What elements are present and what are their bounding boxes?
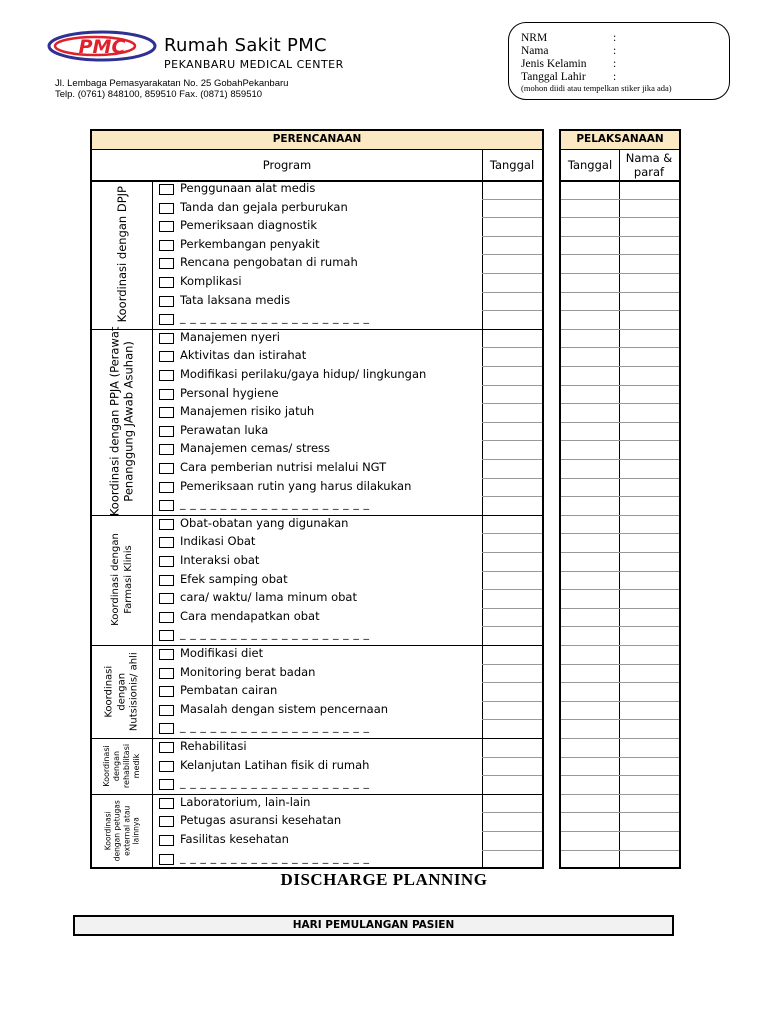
- section-label-line: Koordinasi: [103, 811, 113, 851]
- section-label: [92, 738, 152, 794]
- program-item: Modifikasi perilaku/gaya hidup/ lingkungan: [180, 367, 427, 381]
- program-item: Rencana pengobatan di rumah: [180, 255, 358, 270]
- program-item: Komplikasi: [180, 274, 242, 288]
- planning-header: PERENCANAAN: [272, 133, 362, 145]
- checkbox[interactable]: [159, 426, 174, 437]
- program-item: Manajemen nyeri: [180, 329, 280, 344]
- program-item: Fasilitas kesehatan: [180, 832, 289, 846]
- hospital-phone: Telp. (0761) 848100, 859510 Fax. (0871) 859510: [55, 89, 263, 100]
- field-label: Jenis Kelamin: [521, 58, 587, 70]
- section-label-line: rehabilitasi: [122, 743, 131, 788]
- blank-item-line: _ _ _ _ _ _ _ _ _ _ _ _ _ _ _ _ _ _ _: [180, 311, 370, 325]
- checkbox[interactable]: [159, 705, 174, 716]
- checkbox[interactable]: [159, 314, 174, 325]
- blank-item-line: _ _ _ _ _ _ _ _ _ _ _ _ _ _ _ _ _ _ _: [180, 627, 370, 641]
- checkbox[interactable]: [159, 723, 174, 734]
- program-item: Laboratorium, lain-lain: [180, 794, 311, 809]
- section-label: [92, 326, 152, 517]
- program-item: Interaksi obat: [180, 553, 260, 567]
- section-label-line: Koordinasi: [103, 665, 115, 718]
- section-label-line: Nutsisionis/ ahli: [128, 652, 140, 731]
- section-label-line: Koordinasi: [102, 745, 111, 787]
- checkbox[interactable]: [159, 761, 174, 772]
- checkbox[interactable]: [159, 649, 174, 660]
- exec-nama-header: Nama &: [625, 151, 673, 165]
- field-colon: :: [613, 32, 617, 44]
- checkbox[interactable]: [159, 184, 174, 195]
- checkbox[interactable]: [159, 444, 174, 455]
- program-item: Tata laksana medis: [180, 292, 291, 307]
- tanggal-column-header: Tanggal: [489, 158, 535, 172]
- program-item: Pemeriksaan diagnostik: [180, 218, 318, 233]
- hospital-subtitle: PEKANBARU MEDICAL CENTER: [164, 58, 344, 71]
- field-colon: :: [613, 45, 617, 57]
- sticker-note: (mohon diidi atau tempelkan stiker jika ada): [521, 83, 672, 93]
- program-item: Modifikasi diet: [180, 646, 264, 660]
- checkbox[interactable]: [159, 519, 174, 530]
- program-item: Masalah dengan sistem pencernaan: [180, 701, 389, 716]
- exec-tanggal-header: Tanggal: [567, 158, 613, 172]
- checkbox[interactable]: [159, 389, 174, 400]
- checkbox[interactable]: [159, 556, 174, 567]
- section-label-line: Koordinasi dengan: [109, 533, 121, 627]
- section-label-line: Koordinasi dengan PPJA (Perawat: [107, 326, 122, 517]
- section-label-line: Farmasi Klinis: [122, 545, 133, 615]
- checkbox[interactable]: [159, 370, 174, 381]
- program-item: Pembatan cairan: [180, 683, 278, 698]
- section-label-line: dengan petugas: [112, 800, 122, 862]
- execution-table: [559, 129, 681, 869]
- field-label: Nama: [521, 45, 549, 57]
- pmc-logo: [47, 30, 158, 62]
- checkbox[interactable]: [159, 296, 174, 307]
- checkbox[interactable]: [159, 537, 174, 548]
- form-title: DISCHARGE PLANNING: [280, 870, 488, 889]
- checkbox[interactable]: [159, 779, 174, 790]
- program-item: Cara mendapatkan obat: [180, 608, 320, 623]
- program-item: Personal hygiene: [180, 385, 279, 400]
- program-item: Kelanjutan Latihan fisik di rumah: [180, 757, 370, 772]
- exec-paraf-header: paraf: [633, 165, 665, 179]
- section-label-line: medik: [132, 753, 141, 779]
- checkbox[interactable]: [159, 668, 174, 679]
- program-item: Petugas asuransi kesehatan: [180, 813, 342, 828]
- section-label-line: dengan: [115, 672, 127, 711]
- checkbox[interactable]: [159, 463, 174, 474]
- checkbox[interactable]: [159, 686, 174, 697]
- program-item: Cara pemberian nutrisi melalui NGT: [180, 460, 387, 474]
- field-label: Tanggal Lahir: [521, 71, 586, 83]
- discharge-day-box: HARI PEMULANGAN PASIEN: [73, 915, 674, 936]
- checkbox[interactable]: [159, 575, 174, 586]
- program-item: Perawatan luka: [180, 422, 269, 437]
- blank-item-line: _ _ _ _ _ _ _ _ _ _ _ _ _ _ _ _ _ _ _: [180, 850, 370, 864]
- blank-item-line: _ _ _ _ _ _ _ _ _ _ _ _ _ _ _ _ _ _ _: [180, 776, 370, 790]
- checkbox[interactable]: [159, 742, 174, 753]
- checkbox[interactable]: [159, 482, 174, 493]
- section-label-line: external atau: [122, 805, 131, 857]
- program-item: Tanda dan gejala perburukan: [180, 199, 348, 214]
- checkbox[interactable]: [159, 593, 174, 604]
- checkbox[interactable]: [159, 407, 174, 418]
- checkbox[interactable]: [159, 798, 174, 809]
- program-item: Pemeriksaan rutin yang harus dilakukan: [180, 478, 412, 493]
- checkbox[interactable]: [159, 277, 174, 288]
- hospital-address: Jl. Lembaga Pemasyarakatan No. 25 GobahPekanbaru: [55, 78, 289, 89]
- checkbox[interactable]: [159, 351, 174, 362]
- field-colon: :: [613, 71, 617, 83]
- program-column-header: Program: [262, 158, 312, 172]
- checkbox[interactable]: [159, 258, 174, 269]
- program-item: Obat-obatan yang digunakan: [180, 515, 349, 530]
- program-item: cara/ waktu/ lama minum obat: [180, 590, 357, 605]
- program-item: Manajemen cemas/ stress: [180, 441, 330, 456]
- section-label: [92, 794, 152, 868]
- field-label: NRM: [521, 32, 548, 44]
- checkbox[interactable]: [159, 203, 174, 214]
- checkbox[interactable]: [159, 500, 174, 511]
- patient-id-box[interactable]: [508, 22, 730, 100]
- program-item: Indikasi Obat: [180, 534, 256, 549]
- checkbox[interactable]: [159, 612, 174, 623]
- checkbox[interactable]: [159, 240, 174, 251]
- blank-item-line: _ _ _ _ _ _ _ _ _ _ _ _ _ _ _ _ _ _ _: [180, 720, 370, 734]
- program-item: Efek samping obat: [180, 571, 288, 586]
- section-label-line: lainnya: [131, 817, 141, 845]
- section-label: [92, 515, 152, 645]
- program-item: Monitoring berat badan: [180, 664, 316, 679]
- hospital-name: Rumah Sakit PMC: [164, 35, 327, 56]
- checkbox[interactable]: [159, 221, 174, 232]
- program-item: Perkembangan penyakit: [180, 236, 320, 251]
- checkbox[interactable]: [159, 630, 174, 641]
- program-item: Rehabilitasi: [180, 739, 247, 753]
- section-label-line: dengan: [112, 750, 121, 781]
- section-label-line: Penanggung JAwab Asuhan): [122, 341, 137, 503]
- blank-item-line: _ _ _ _ _ _ _ _ _ _ _ _ _ _ _ _ _ _ _: [180, 497, 370, 511]
- section-label: [92, 645, 152, 738]
- program-item: Penggunaan alat medis: [180, 181, 316, 195]
- section-label: [92, 180, 152, 329]
- checkbox[interactable]: [159, 835, 174, 846]
- checkbox[interactable]: [159, 816, 174, 827]
- program-item: Aktivitas dan istirahat: [180, 348, 307, 363]
- program-item: Manajemen risiko jatuh: [180, 404, 315, 419]
- section-label-line: Koordinasi dengan DPJP: [114, 186, 129, 323]
- execution-header: PELAKSANAAN: [576, 133, 664, 145]
- checkbox[interactable]: [159, 854, 174, 865]
- svg-text:PMC: PMC: [78, 36, 126, 58]
- field-colon: :: [613, 58, 617, 70]
- checkbox[interactable]: [159, 333, 174, 344]
